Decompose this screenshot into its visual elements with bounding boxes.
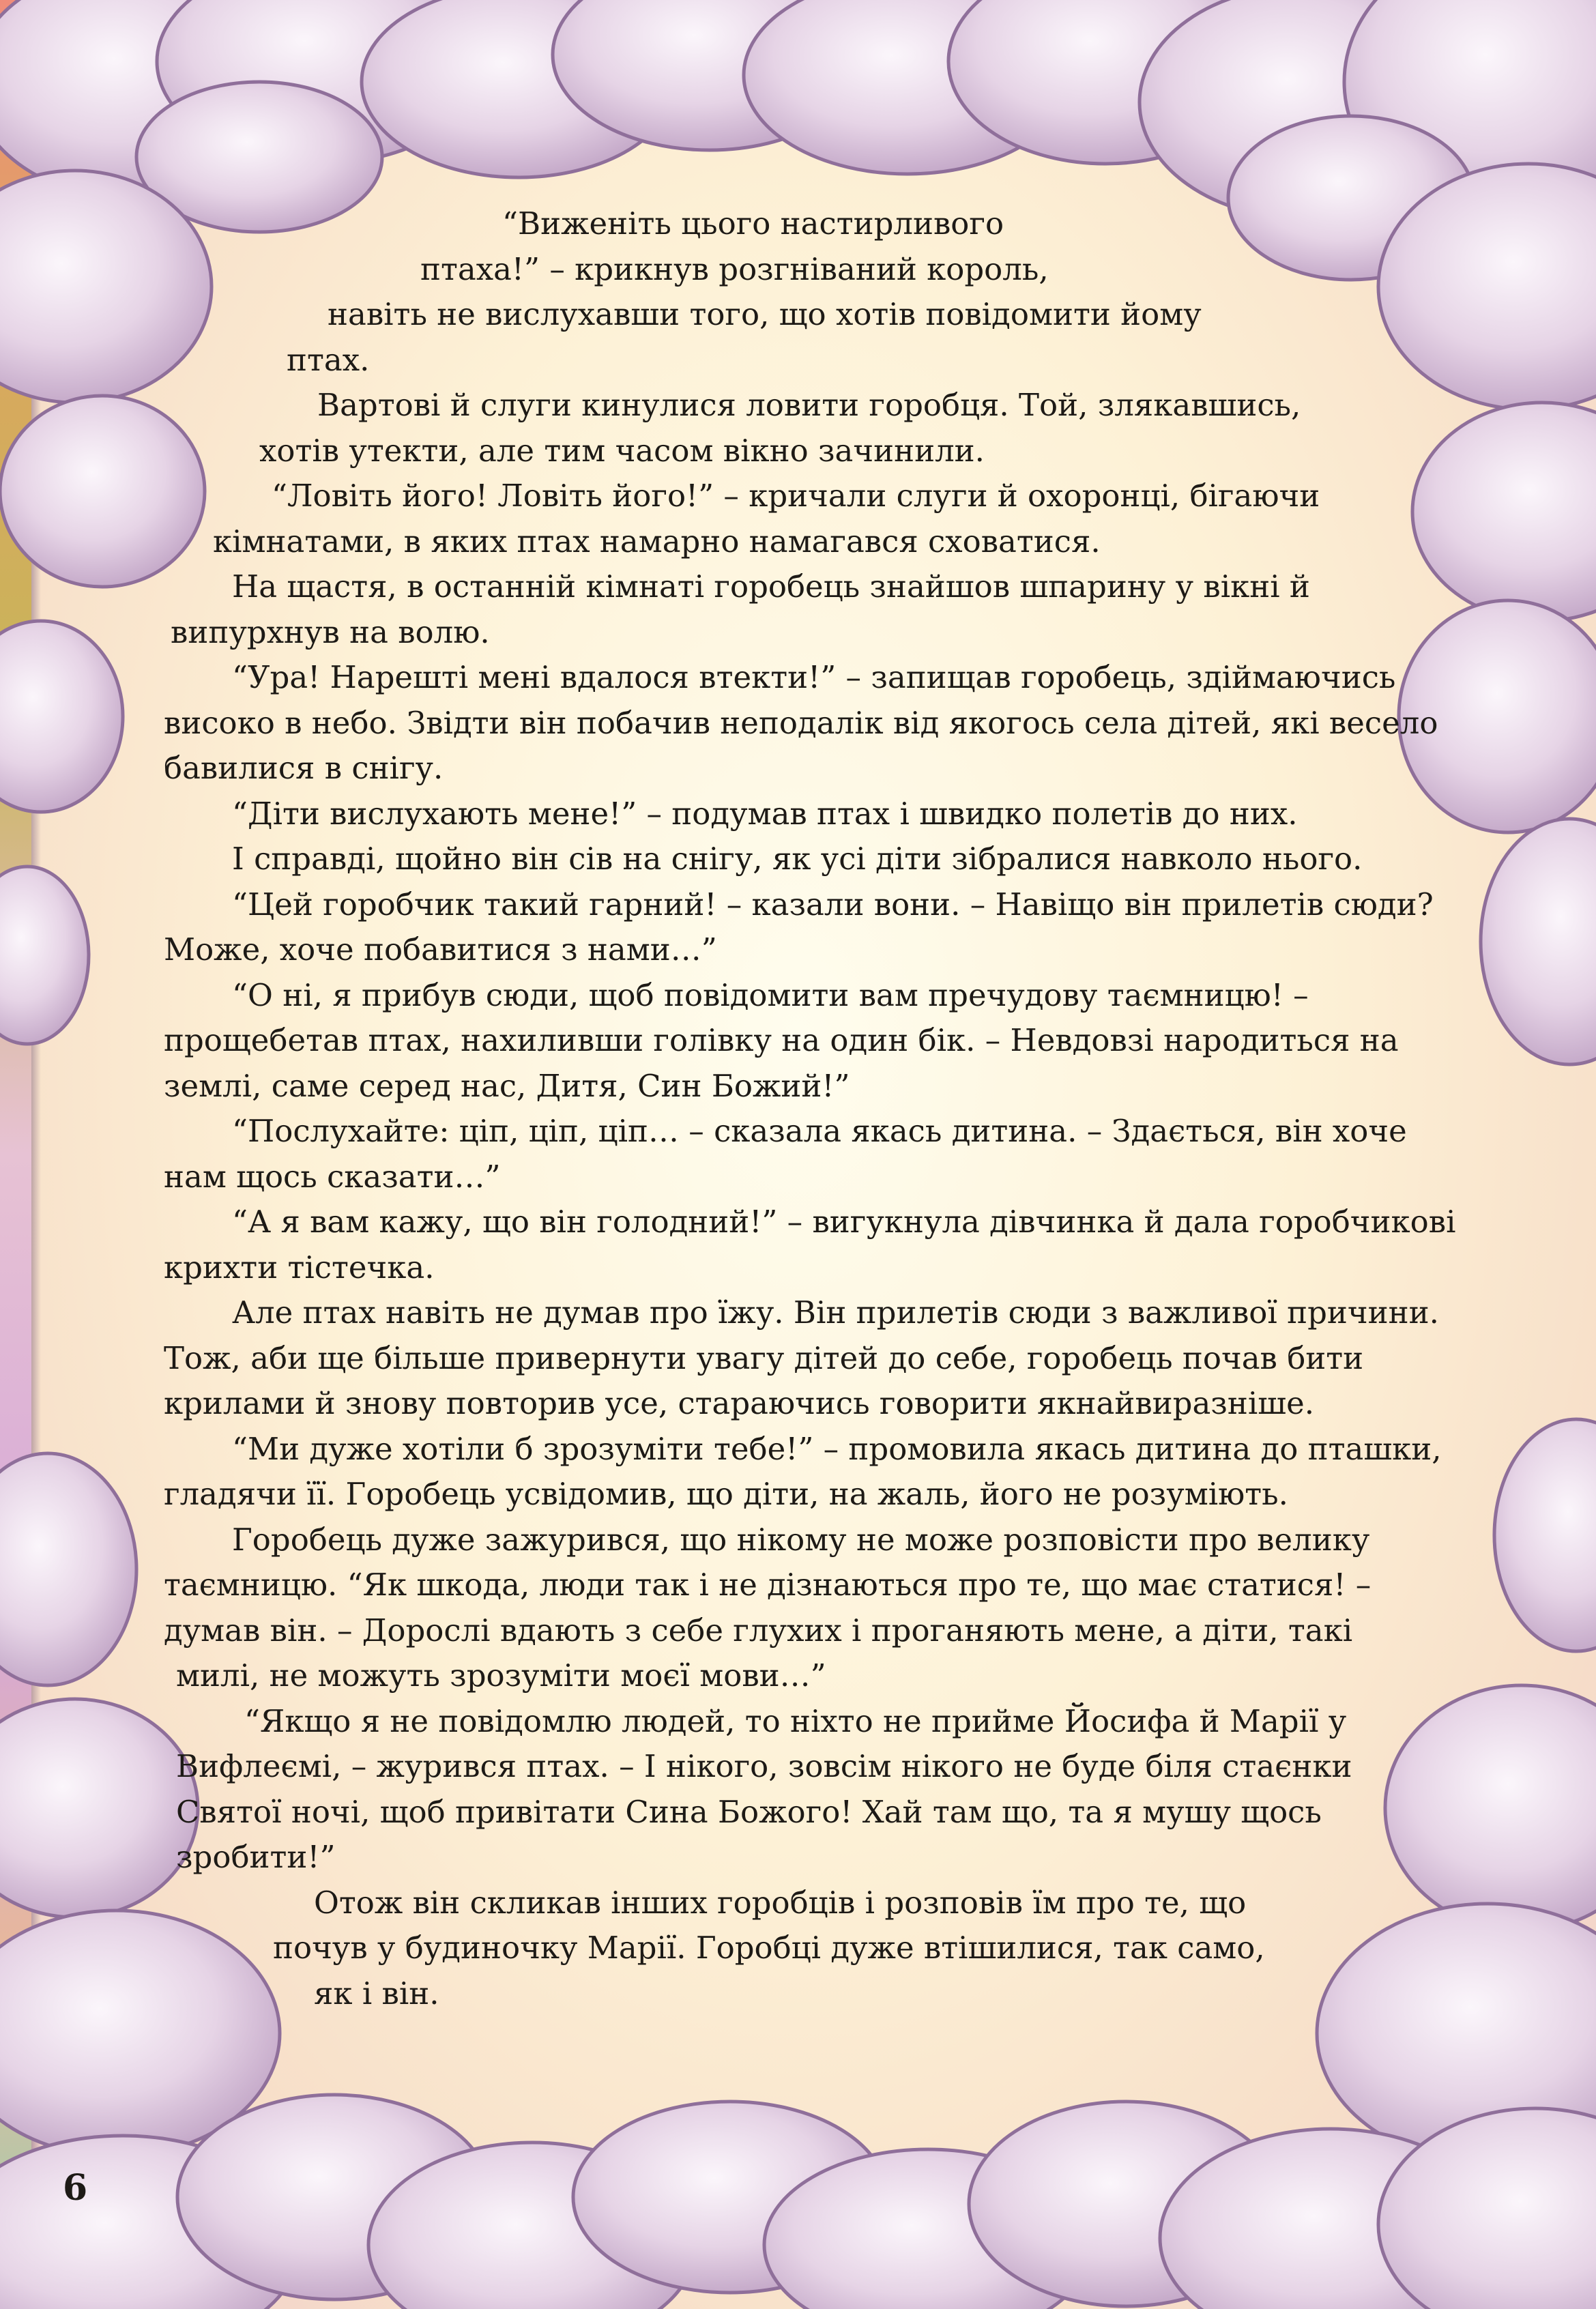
story-line: землі, саме серед нас, Дитя, Син Божий!” [164,1067,850,1104]
story-line: таємницю. “Як шкода, люди так і не дізнаються про те, що має статися! – [164,1567,1372,1603]
story-line: бавилися в снігу. [164,750,444,786]
story-line: На щастя, в останній кімнаті горобець знайшов шпарину у вікні й [232,568,1310,605]
story-line: прощебетав птах, нахиливши голівку на один бік. – Невдовзі народиться на [164,1022,1399,1058]
story-line: “Ура! Нарешті мені вдалося втекти!” – запищав горобець, здіймаючись [232,659,1396,695]
story-line: Святої ночі, щоб привітати Сина Божого! Хай там що, та я мушу щось [176,1793,1322,1830]
story-line: “Ловіть його! Ловіть його!” – кричали слуги й охоронці, бігаючи [272,478,1320,514]
story-line: Вифлеємі, – журився птах. – І нікого, зовсім нікого не буде біля стаєнки [176,1748,1352,1784]
story-line: птах. [287,341,370,378]
story-line: думав він. – Дорослі вдають з себе глухих і проганяють мене, а діти, такі [164,1612,1353,1649]
story-line: Тож, аби ще більше привернути увагу дітей до себе, горобець почав бити [164,1339,1364,1376]
story-line: “Ми дуже хотіли б зрозуміти тебе!” – промовила якась дитина до пташки, [232,1430,1442,1467]
story-line: “А я вам кажу, що він голодний!” – вигукнула дівчинка й дала горобчикові [232,1204,1456,1240]
story-line: Може, хоче побавитися з нами…” [164,931,717,968]
story-line: нам щось сказати…” [164,1158,501,1195]
story-line: Отож він скликав інших горобців і розповів їм про те, що [314,1884,1247,1921]
story-line: Вартові й слуги кинулися ловити горобця. Той, злякавшись, [317,387,1301,423]
story-line: хотів утекти, але тим часом вікно зачинили. [259,432,985,469]
story-line: “Якщо я не повідомлю людей, то ніхто не прийме Йосифа й Марії у [244,1702,1347,1739]
story-line: випурхнув на волю. [171,613,490,650]
story-line: Але птах навіть не думав про їжу. Він прилетів сюди з важливої причини. [232,1294,1439,1331]
story-line: милі, не можуть зрозуміти моєї мови…” [176,1657,826,1694]
story-line: зробити!” [176,1839,336,1875]
page-number: 6 [63,2167,88,2209]
story-line: як і він. [314,1975,439,2012]
story-line: “Діти вислухають мене!” – подумав птах і швидко полетів до них. [232,795,1298,832]
story-line: навіть не вислухавши того, що хотів повідомити йому [328,296,1202,332]
story-line: “Послухайте: ціп, ціп, ціп… – сказала якась дитина. – Здається, він хоче [232,1113,1407,1149]
story-line: “О ні, я прибув сюди, щоб повідомити вам пречудову таємницю! – [232,976,1309,1013]
story-line: кімнатами, в яких птах намарно намагався сховатися. [213,523,1101,560]
story-line: високо в небо. Звідти він побачив неподалік від якогось села дітей, які весело [164,704,1438,741]
story-line: крихти тістечка. [164,1249,435,1286]
story-line: птаха!” – крикнув розгніваний король, [420,250,1049,287]
story-text [164,201,1456,2016]
story-line: крилами й знову повторив усе, стараючись говорити якнайвиразніше. [164,1385,1315,1421]
story-line: гладячи її. Горобець усвідомив, що діти, на жаль, його не розуміють. [164,1476,1288,1512]
story-line: почув у будиночку Марії. Горобці дуже втішилися, так само, [273,1930,1265,1966]
story-line: Горобець дуже зажурився, що нікому не може розповісти про велику [232,1521,1370,1558]
story-line: “Цей горобчик такий гарний! – казали вони. – Навіщо він прилетів сюди? [232,886,1434,923]
story-line: І справді, щойно він сів на снігу, як усі діти зібралися навколо нього. [232,841,1363,877]
story-line: “Виженіть цього настирливого [502,205,1004,242]
